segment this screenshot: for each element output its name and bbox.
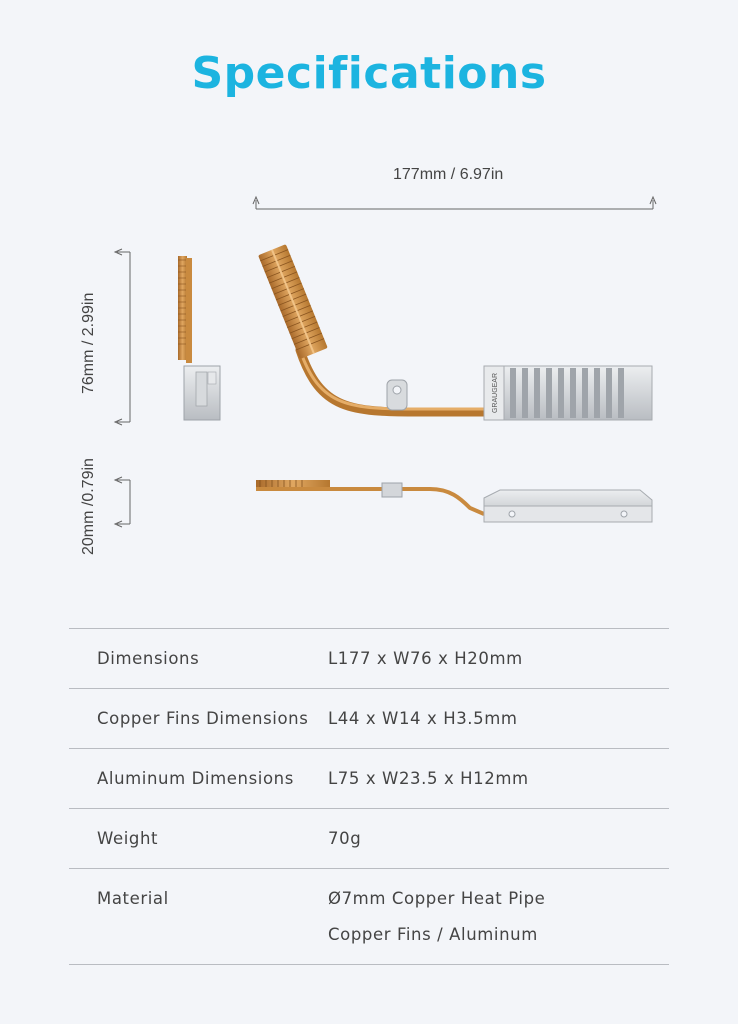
heatsink-top-view [258,244,652,420]
spec-row-copper-fins [69,688,669,748]
height-dimension-label: 20mm /0.79in [80,458,97,555]
spec-value [328,881,669,953]
page-title: Specifications [191,48,547,99]
spec-label: Material [97,889,169,908]
specifications-table [69,628,669,965]
width-dimension-label: 76mm / 2.99in [80,292,97,394]
spec-label: Weight [97,829,159,848]
product-dimension-figure [0,150,738,590]
spec-value-line: L177 x W76 x H20mm [328,649,523,668]
spec-value-line: Ø7mm Copper Heat Pipe [328,889,546,908]
spec-value-line: L75 x W23.5 x H12mm [328,769,529,788]
spec-value [328,821,669,857]
spec-label: Dimensions [97,649,200,668]
spec-value-line: L44 x W14 x H3.5mm [328,709,518,728]
heatsink-front-view [256,480,652,522]
height-dimension-line [115,477,130,527]
spec-row-weight [69,808,669,868]
spec-row-dimensions [69,628,669,688]
spec-value [328,641,669,677]
spec-value-line: 70g [328,829,362,848]
heatsink-side-view [178,256,220,420]
length-dimension-label: 177mm / 6.97in [393,166,504,183]
spec-label: Copper Fins Dimensions [97,709,309,728]
spec-value [328,761,669,797]
spec-label: Aluminum Dimensions [97,769,294,788]
length-dimension-line [253,197,656,209]
spec-row-aluminum [69,748,669,808]
spec-value-line: Copper Fins / Aluminum [328,925,538,944]
spec-row-material [69,868,669,965]
spec-value [328,701,669,737]
brand-mark: GRAUGEAR [492,372,499,414]
width-dimension-line [115,249,130,425]
heatsink-drawing [0,150,738,590]
